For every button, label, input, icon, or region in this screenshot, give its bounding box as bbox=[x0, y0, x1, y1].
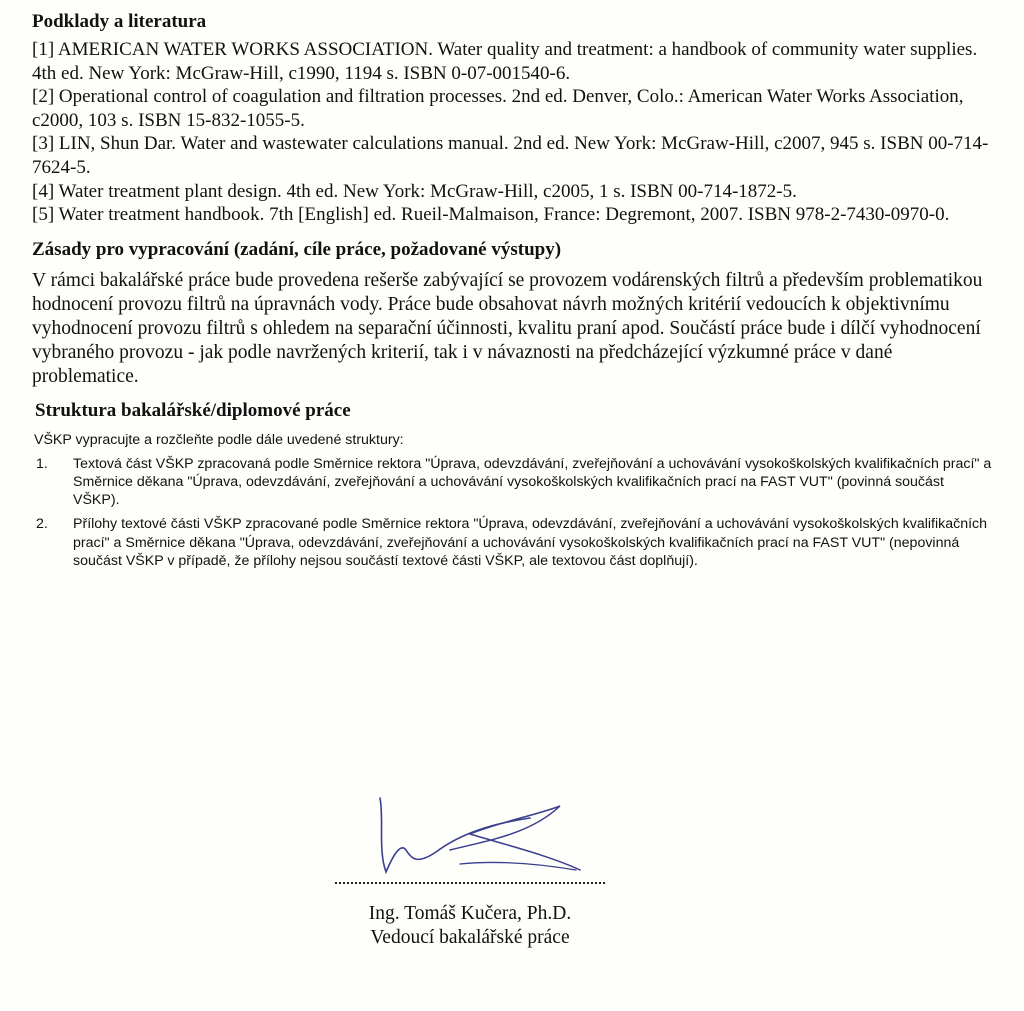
reference-item: [5] Water treatment handbook. 7th [English] ed. Rueil-Malmaison, France: Degremont, 2007. ISBN 978-2-7430-0970-0. bbox=[32, 204, 950, 226]
reference-item: [3] LIN, Shun Dar. Water and wastewater calculations manual. 2nd ed. New York: McGraw-Hill, c2007, 945 s. ISBN 00-714-7624-5. bbox=[32, 133, 989, 178]
structure-list bbox=[32, 455, 992, 570]
list-item bbox=[32, 455, 992, 510]
list-item-number: 2. bbox=[36, 516, 48, 533]
list-item-text: Textová část VŠKP zpracovaná podle Směrnice rektora "Úprava, odevzdávání, zveřejňování a uchovávání vysokoškolských kvalifikačních prací" a Směrnice děkana "Úprava, odevzdávání, zveřejňování a uchovávání vysokoškolských kvalifikačních prací na FAST VUT" (povinná součást VŠKP). bbox=[73, 455, 992, 509]
references-heading: Podklady a literatura bbox=[32, 11, 207, 32]
reference-item: [1] AMERICAN WATER WORKS ASSOCIATION. Water quality and treatment: a handbook of community water supplies. 4th ed. New York: McGraw-Hill, c1990, 1194 s. ISBN 0-07-001540-6. bbox=[32, 39, 978, 84]
principles-heading: Zásady pro vypracování (zadání, cíle práce, požadované výstupy) bbox=[32, 238, 562, 260]
list-item-text: Přílohy textové části VŠKP zpracované podle Směrnice rektora "Úprava, odevzdávání, zveřejňování a uchovávání vysokoškolských kvalifikačních prací" a Směrnice děkana "Úprava, odevzdávání, zveřejňování a uchovávání vysokoškolských kvalifikačních prací na FAST VUT" (nepovinná součást VŠKP v případě, že přílohy nejsou součástí textové části VŠKP, ale textovou část doplňují). bbox=[73, 516, 988, 569]
principles-text: V rámci bakalářské práce bude provedena rešerše zabývající se provozem vodárenských filtrů a především problematikou hodnocení provozu filtrů na úpravnách vody. Práce bude obsahovat návrh možných kritérií vedoucích k objektivnímu vyhodnocení provozu filtrů s ohledem na separační účinnosti, kvalitu praní apod. Součástí práce bude i dílčí vyhodnocení vybraného provozu - jak podle navržených kriterií, tak i v návaznosti na předcházející výzkumné práce v dané problematice. bbox=[32, 269, 983, 387]
document-page bbox=[32, 10, 992, 570]
signature-line bbox=[335, 882, 605, 884]
principles-body bbox=[32, 269, 992, 389]
references-list bbox=[32, 38, 992, 227]
structure-intro: VŠKP vypracujte a rozčleňte podle dále uvedené struktury: bbox=[34, 431, 404, 448]
signatory-title: Vedoucí bakalářské práce bbox=[370, 927, 570, 948]
handwritten-signature bbox=[340, 790, 600, 880]
reference-item: [4] Water treatment plant design. 4th ed. New York: McGraw-Hill, c2005, 1 s. ISBN 00-714-1872-5. bbox=[32, 180, 797, 202]
list-item bbox=[32, 515, 992, 570]
reference-item: [2] Operational control of coagulation and filtration processes. 2nd ed. Denver, Colo.: American Water Works Association, c2000, 103 s. ISBN 15-832-1055-5. bbox=[32, 86, 964, 131]
list-item-number: 1. bbox=[36, 455, 48, 472]
structure-heading: Struktura bakalářské/diplomové práce bbox=[35, 399, 351, 421]
signatory-name: Ing. Tomáš Kučera, Ph.D. bbox=[368, 903, 572, 924]
signature-block bbox=[330, 790, 610, 950]
